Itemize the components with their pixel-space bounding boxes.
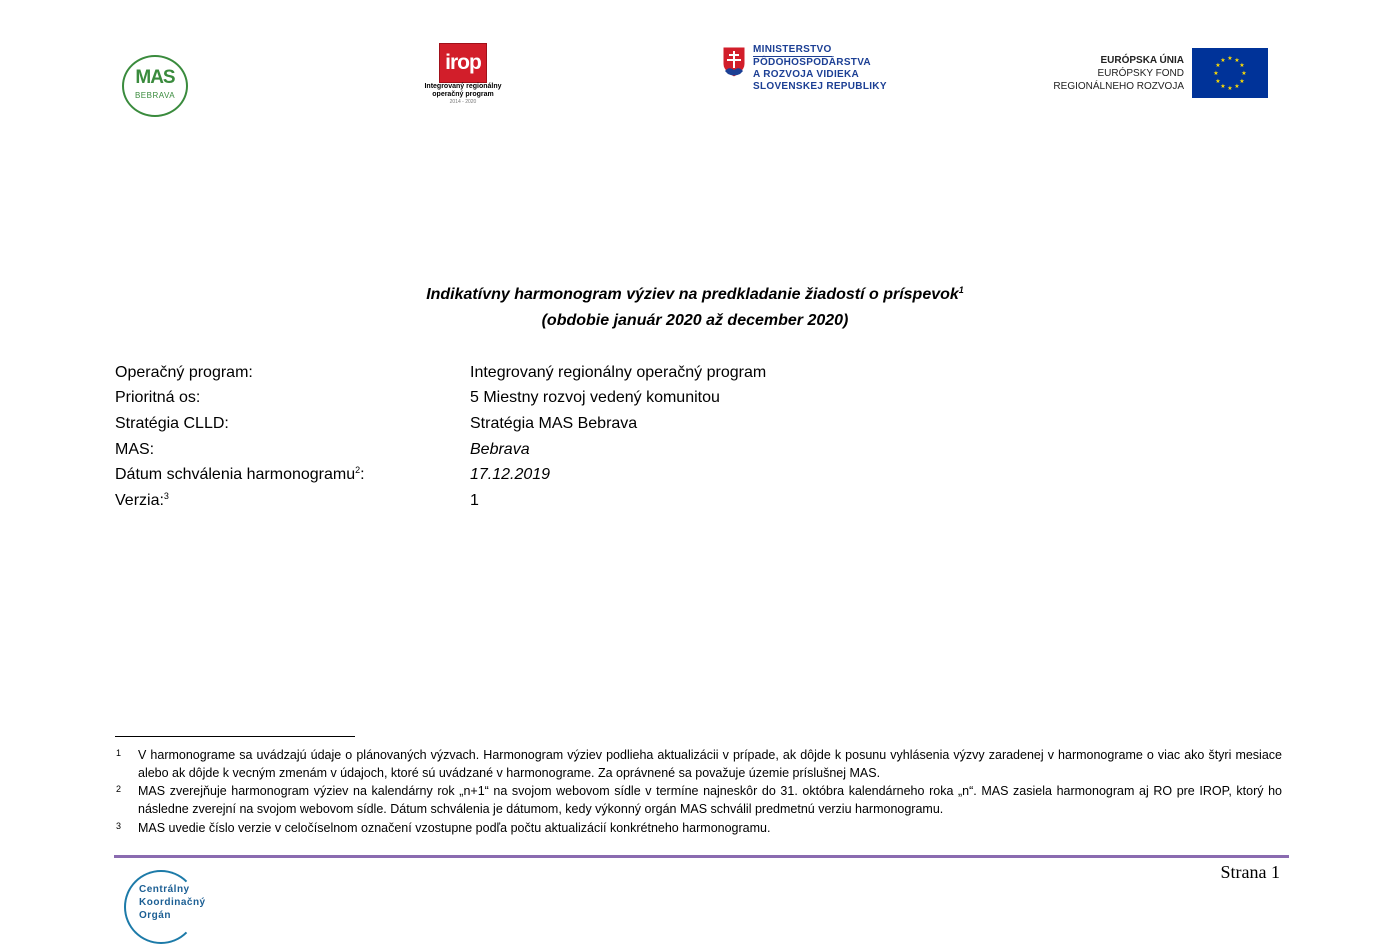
eu-line2: EURÓPSKY FOND (1097, 68, 1184, 79)
svg-text:★: ★ (1239, 78, 1245, 85)
mas-label: MAS: (115, 441, 155, 458)
ministry-line2: PÔDOHOSPODÁRSTVA (753, 57, 871, 68)
footnote-ref-1: 1 (958, 285, 964, 295)
operational-program-label: Operačný program: (115, 364, 253, 381)
svg-text:★: ★ (1220, 83, 1226, 90)
svg-text:★: ★ (1234, 57, 1240, 64)
ministry-logo (720, 44, 900, 99)
mas-logo-sub: BEBRAVA (134, 91, 176, 100)
cko-line2: Koordinačný (139, 897, 206, 908)
version-label: Verzia:$^3$ (115, 491, 169, 509)
document-title: Indikatívny harmonogram výziev na predkladanie žiadostí o príspevok$^1$ (426, 285, 964, 303)
page-number: Strana 1 (1220, 862, 1280, 882)
mas-bebrava-logo (120, 55, 190, 115)
priority-axis-value: 5 Miestny rozvoj vedený komunitou (470, 389, 720, 406)
footnote-1-text: V harmonograme sa uvádzajú údaje o plánovaných výzvach. Harmonogram výziev podlieha aktualizácii v prípade, ak dôjde k posunu vyhlásenia výzvy zaradenej v harmonograme o viac ako štyri mesiace alebo ak dôjde k vecným zmenám v údajoch, ktoré sú uvádzané v harmonograme. Za oprávnené sa považuje územie príslušnej MAS. (138, 748, 1282, 780)
ministry-line4: SLOVENSKEJ REPUBLIKY (753, 81, 887, 92)
irop-logo-line1: Integrovaný regionálny (424, 83, 502, 90)
approval-date-label: Dátum schválenia harmonogramu$^2$: (115, 465, 365, 483)
cko-logo (122, 870, 262, 926)
svg-text:★: ★ (1227, 85, 1233, 92)
svg-text:★: ★ (1213, 70, 1219, 77)
irop-logo-line2: operačný program (432, 91, 494, 98)
priority-axis-label: Prioritná os: (115, 389, 201, 406)
ministry-line3: A ROZVOJA VIDIEKA (753, 69, 860, 80)
footnote-2-text: MAS zverejňuje harmonogram výziev na kalendárny rok „n+1“ na svojom webovom sídle v termíne najneskôr do 31. októbra kalendárneho roka „n“. MAS zasiela harmonogram aj RO pre IROP, ktorý ho následne zverejní na svojom webovom sídle. Dátum schválenia je dátumom, kedy výkonný orgán MAS schválil predmetnú verziu harmonogramu. (138, 784, 1282, 816)
approval-date-value: 17.12.2019 (470, 466, 551, 483)
svg-text:★: ★ (1227, 55, 1233, 62)
footnote-1-number: 1 (116, 748, 122, 758)
clld-strategy-label: Stratégia CLLD: (115, 415, 229, 432)
svg-text:★: ★ (1215, 62, 1221, 69)
irop-logo-box (439, 43, 487, 83)
svg-text:★: ★ (1234, 83, 1240, 90)
svg-text:★: ★ (1239, 62, 1245, 69)
footnote-ref-2: 2 (355, 465, 361, 475)
eu-logo (1050, 48, 1270, 100)
slovak-coat-of-arms-icon (722, 46, 746, 78)
eu-flag-icon (1192, 48, 1268, 98)
svg-text:★: ★ (1220, 57, 1226, 64)
ministry-line1: MINISTERSTVO (753, 44, 832, 55)
document-subtitle: (obdobie január 2020 až december 2020) (541, 312, 849, 329)
mas-logo-name: MAS (135, 67, 175, 88)
clld-strategy-value: Stratégia MAS Bebrava (470, 415, 638, 432)
footnote-separator (115, 736, 355, 737)
footnote-2-number: 2 (116, 784, 122, 794)
svg-text:★: ★ (1215, 78, 1221, 85)
cko-line1: Centrálny (139, 884, 190, 895)
irop-logo-line3: 2014 - 2020 (449, 99, 477, 105)
cko-line3: Orgán (139, 910, 171, 921)
footer-separator (114, 855, 1289, 858)
irop-logo (418, 40, 508, 110)
version-value: 1 (470, 492, 479, 509)
footnote-3-number: 3 (116, 821, 122, 831)
eu-line3: REGIONÁLNEHO ROZVOJA (1053, 81, 1184, 92)
footnote-3-text: MAS uvedie číslo verzie v celočíselnom označení vzostupne podľa počtu aktualizácií konkrétneho harmonogramu. (138, 821, 771, 835)
svg-text:★: ★ (1241, 70, 1247, 77)
irop-logo-name: irop (445, 51, 481, 74)
operational-program-value: Integrovaný regionálny operačný program (470, 364, 767, 381)
eu-line1: EURÓPSKA ÚNIA (1100, 55, 1184, 66)
mas-value: Bebrava (470, 441, 530, 458)
footnote-ref-3: 3 (163, 491, 169, 501)
